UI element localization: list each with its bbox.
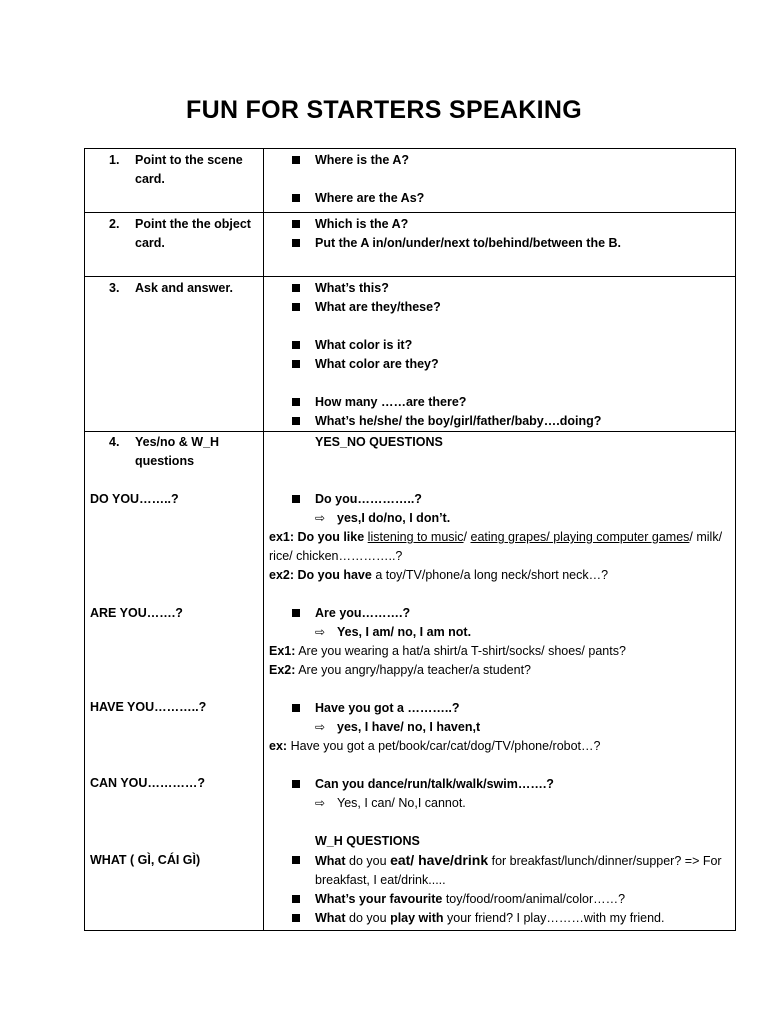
example-line: Ex1: Are you wearing a hat/a shirt/a T-shirt/socks/ shoes/ pants? [269, 644, 626, 658]
row-content-cell [264, 149, 736, 213]
list-item: Where are the As? [264, 189, 735, 208]
list-item: What are they/these? [264, 298, 735, 317]
example-line: ex2: Do you have a toy/TV/phone/a long neck/short neck…? [269, 568, 609, 582]
example-line: Ex2: Are you angry/happy/a teacher/a student? [269, 663, 531, 677]
do-you-label: DO YOU……..? [90, 492, 179, 506]
table-row [85, 149, 736, 213]
list-item: What do you eat/ have/drink for breakfast/lunch/dinner/supper? => For breakfast, I eat/drink..... [264, 851, 735, 890]
wh-heading: W_H QUESTIONS [315, 834, 420, 848]
row-content-cell [264, 432, 736, 931]
table-row [85, 277, 736, 432]
row-label: Ask and answer. [135, 281, 233, 295]
table-row [85, 432, 736, 931]
list-item: What’s this? [264, 279, 735, 298]
speaking-table [84, 148, 736, 931]
row-label: Point to the scene card. [135, 153, 243, 186]
example-line: ex: Have you got a pet/book/car/cat/dog/TV/phone/robot…? [269, 739, 601, 753]
row-label: Point the the object card. [135, 217, 251, 250]
row-content-cell [264, 277, 736, 432]
row-number: 3. [109, 281, 120, 295]
row-label: Yes/no & W_H questions [135, 435, 220, 468]
have-you-label: HAVE YOU………..? [90, 700, 207, 714]
list-item: Put the A in/on/under/next to/behind/between the B. [264, 234, 735, 253]
table-row [85, 213, 736, 277]
row-label-cell [85, 432, 264, 931]
answer-arrow: ⇨ yes, I have/ no, I haven,t [264, 718, 735, 737]
row-number: 1. [109, 153, 120, 167]
list-item: Do you…………..? [264, 490, 735, 509]
page-title: FUN FOR STARTERS SPEAKING [186, 96, 582, 124]
answer-arrow: ⇨ Yes, I am/ no, I am not. [264, 623, 735, 642]
example-line: ex1: Do you like listening to music/ eating grapes/ playing computer games/ milk/ rice/ chicken…………..? [269, 530, 723, 563]
list-item: Have you got a ………..? [264, 699, 735, 718]
row-number: 2. [109, 217, 120, 231]
list-item: Where is the A? [264, 151, 735, 170]
answer-arrow: ⇨ Yes, I can/ No,I cannot. [264, 794, 735, 813]
what-label: WHAT ( GÌ, CÁI GÌ) [90, 853, 201, 867]
list-item: What color are they? [264, 355, 735, 374]
list-item: What do you play with your friend? I play………with my friend. [264, 909, 735, 930]
list-item: Which is the A? [264, 215, 735, 234]
row-label-cell [85, 213, 264, 277]
list-item: What’s he/she/ the boy/girl/father/baby….doing? [264, 412, 735, 431]
row-content-cell [264, 213, 736, 277]
row-label-cell [85, 149, 264, 213]
list-item: Are you……….? [264, 604, 735, 623]
list-item: How many ……are there? [264, 393, 735, 412]
yes-no-heading: YES_NO QUESTIONS [315, 435, 443, 449]
answer-arrow: ⇨ yes,I do/no, I don’t. [264, 509, 735, 528]
list-item: What’s your favourite toy/food/room/animal/color……? [264, 890, 735, 909]
list-item: Can you dance/run/talk/walk/swim…….? [264, 775, 735, 794]
row-number: 4. [109, 435, 120, 449]
can-you-label: CAN YOU…………? [90, 776, 206, 790]
list-item: What color is it? [264, 336, 735, 355]
row-label-cell [85, 277, 264, 432]
are-you-label: ARE YOU…….? [90, 606, 183, 620]
